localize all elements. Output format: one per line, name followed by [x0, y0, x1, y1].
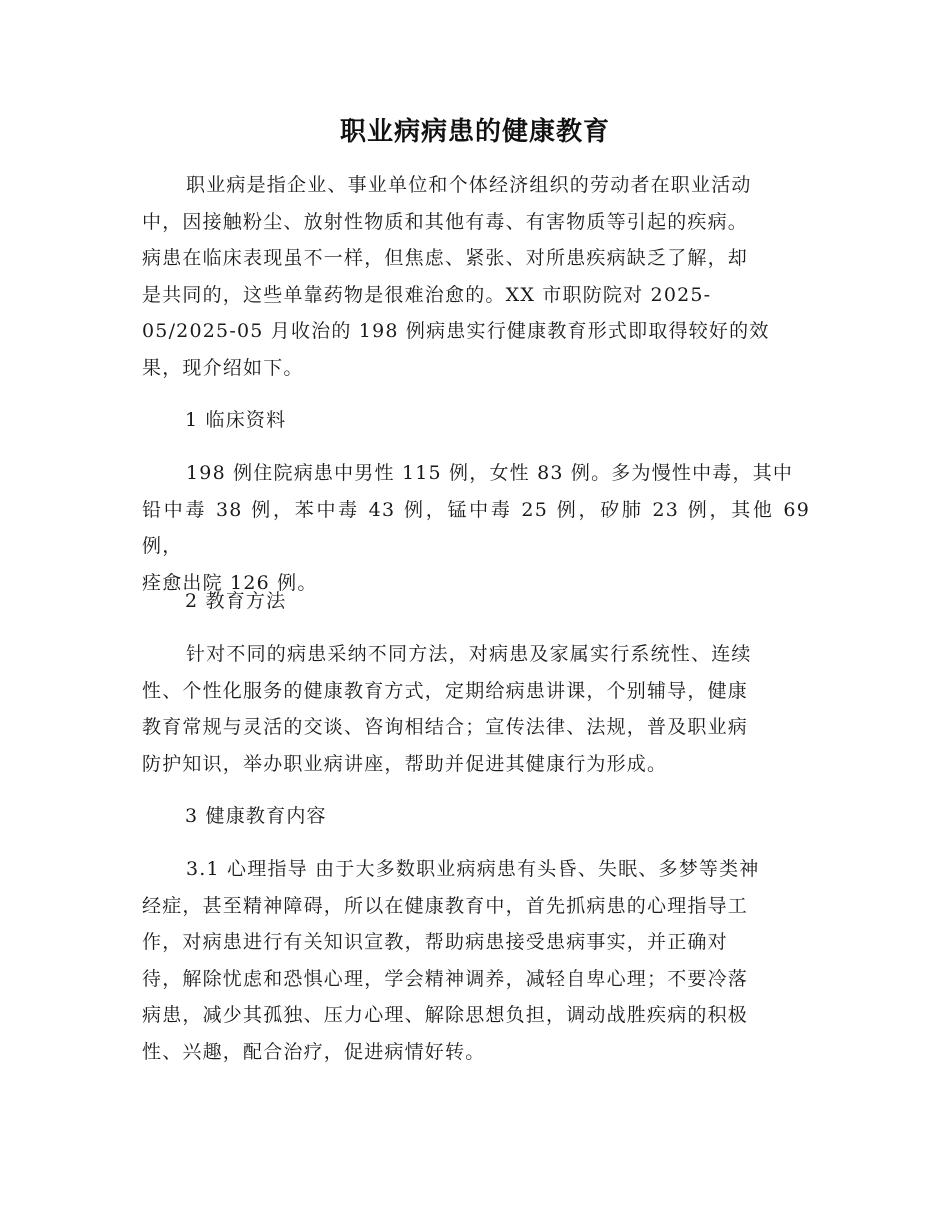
text-line: 3.1 心理指导 由于大多数职业病病患有头昏、失眠、多梦等类神 — [186, 858, 760, 880]
text-line: 198 例住院病患中男性 115 例，女性 83 例。多为慢性中毒，其中 — [186, 462, 794, 484]
text-line: 是共同的，这些单靠药物是很难治愈的。XX 市职防院对 2025- — [142, 283, 712, 306]
text-line: 痊愈出院 126 例。 — [142, 571, 318, 594]
text-line: 性、兴趣，配合治疗，促进病情好转。 — [142, 1040, 486, 1063]
text-line: 作，对病患进行有关知识宣教，帮助病患接受患病事实，并正确对 — [142, 931, 728, 954]
text-line: 性、个性化服务的健康教育方式，定期给病患讲课，个别辅导，健康 — [142, 679, 749, 702]
text-line: 职业病是指企业、事业单位和个体经济组织的劳动者在职业活动 — [186, 174, 752, 196]
section-heading-education-methods: 2 教育方法 — [185, 590, 287, 612]
text-line: 待，解除忧虑和恐惧心理，学会精神调养，减轻自卑心理；不要冷落 — [142, 967, 749, 990]
section-heading-education-content: 3 健康教育内容 — [185, 805, 327, 827]
section-heading-clinical-data: 1 临床资料 — [185, 409, 287, 431]
intro-paragraph — [142, 167, 810, 387]
text-line: 经症，甚至精神障碍，所以在健康教育中，首先抓病患的心理指导工 — [142, 894, 749, 917]
text-line: 铅中毒 38 例，苯中毒 43 例，锰中毒 25 例，矽肺 23 例，其他 69 例， — [142, 498, 810, 558]
document-title: 职业病病患的健康教育 — [339, 117, 610, 147]
text-line: 果，现介绍如下。 — [142, 356, 304, 379]
text-line: 05/2025-05 月收治的 198 例病患实行健康教育形式即取得较好的效 — [142, 320, 770, 343]
text-line: 病患，减少其孤独、压力心理、解除思想负担，调动战胜疾病的积极 — [142, 1004, 749, 1027]
text-line: 病患在临床表现虽不一样，但焦虑、紧张、对所患疾病缺乏了解，却 — [142, 247, 749, 270]
text-line: 中，因接触粉尘、放射性物质和其他有毒、有害物质等引起的疾病。 — [142, 210, 749, 233]
clinical-data-paragraph — [142, 455, 810, 601]
education-methods-paragraph — [142, 636, 810, 782]
text-line: 防护知识，举办职业病讲座，帮助并促进其健康行为形成。 — [142, 752, 668, 775]
education-content-paragraph — [142, 851, 810, 1071]
text-line: 教育常规与灵活的交谈、咨询相结合；宣传法律、法规，普及职业病 — [142, 716, 749, 739]
text-line: 针对不同的病患采纳不同方法，对病患及家属实行系统性、连续 — [186, 643, 752, 665]
